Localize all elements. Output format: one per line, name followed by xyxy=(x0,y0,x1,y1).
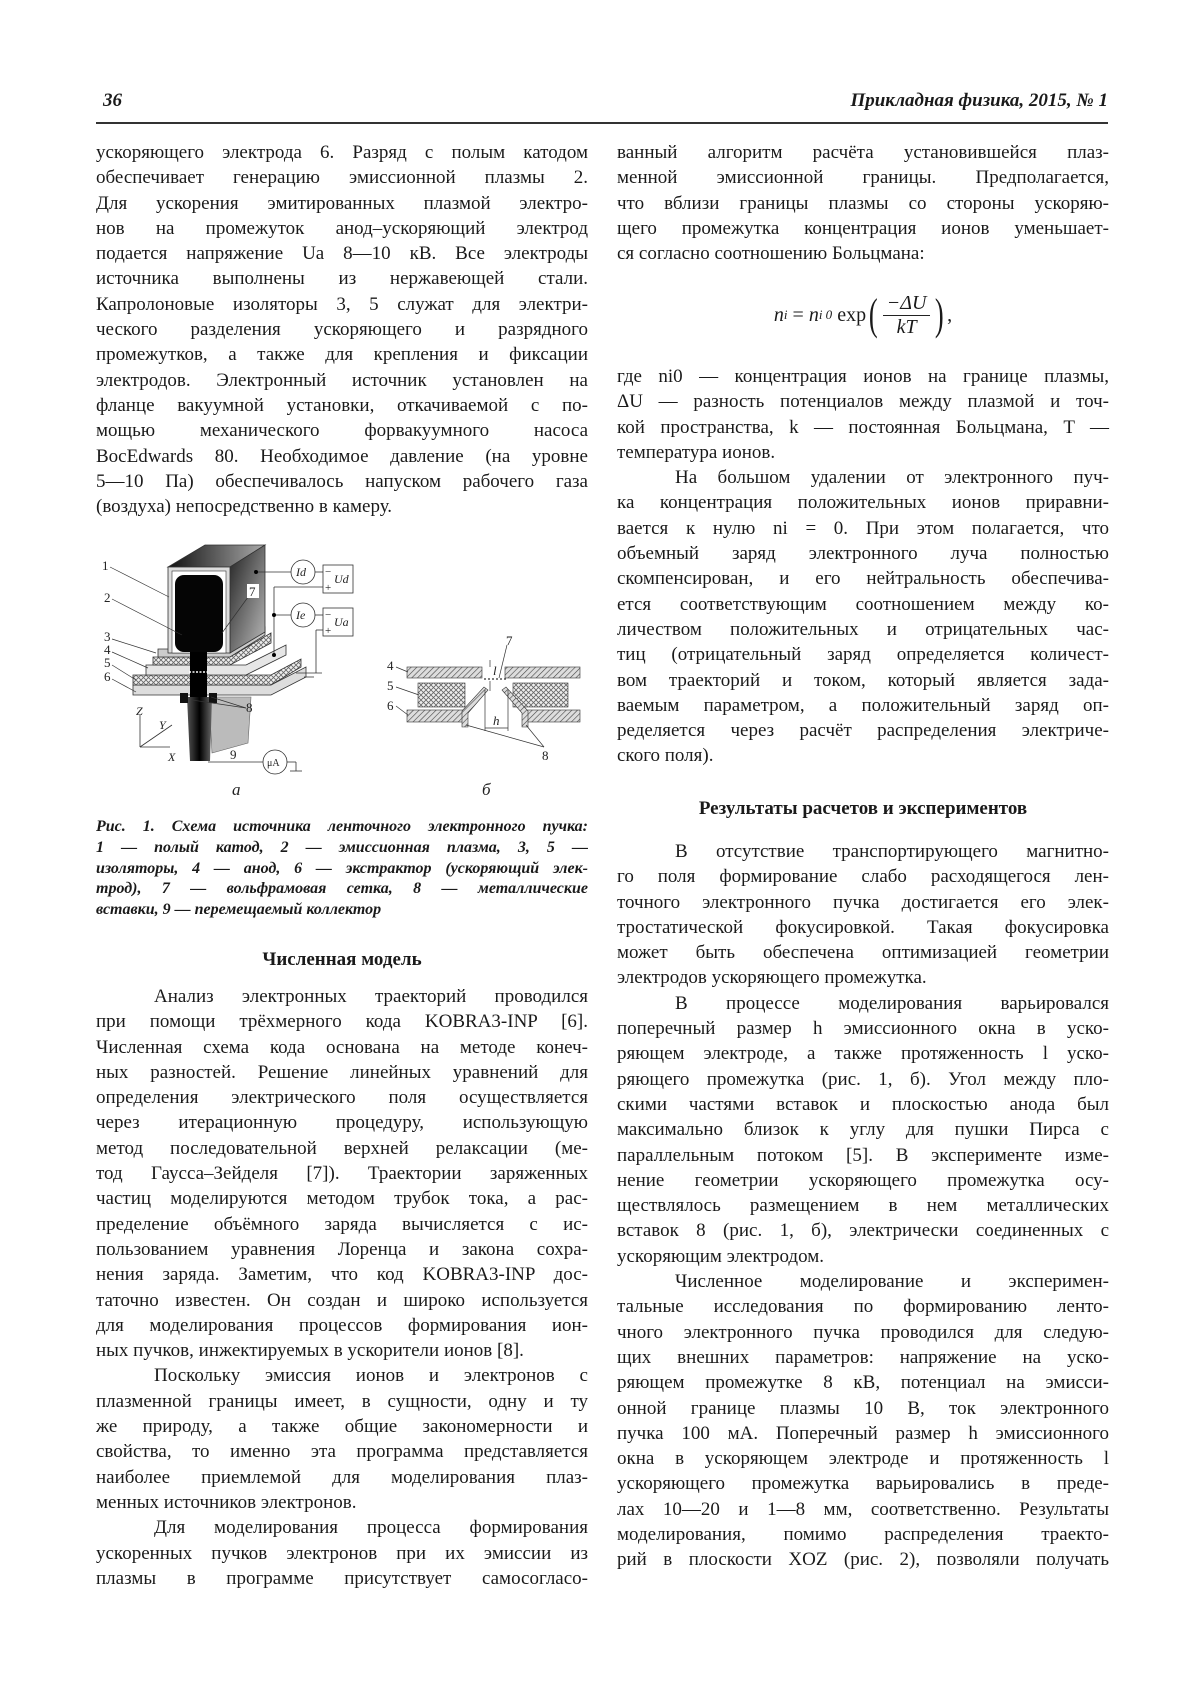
boltzmann-formula xyxy=(617,290,1109,340)
text-line: нения заряда. Заметим, что код KOBRA3-INP дос- xyxy=(96,1264,588,1286)
text-line: объемный заряд электронного луча полностью xyxy=(617,543,1109,565)
text-line: Анализ электронных траекторий проводился xyxy=(154,986,588,1007)
paren-left: ( xyxy=(869,290,878,339)
text-line: наиболее приемлемой для моделирования плаз- xyxy=(96,1466,588,1488)
text-line: электродов. Электронный источник установлен на xyxy=(96,369,588,391)
text-line: трод), 7 — вольфрамовая сетка, 8 — металлические xyxy=(96,880,588,898)
text-line: при помощи трёхмерного кода KOBRA3-INP [6]. xyxy=(96,1011,588,1033)
subfigure-a-label: а xyxy=(232,780,241,799)
text-line: вставок 8 (рис. 1, б), электрически соединенных с xyxy=(617,1220,1109,1242)
text-line: менных источников электронов. xyxy=(96,1491,357,1513)
text-line: кой пространства, k — постоянная Больцмана, T — xyxy=(617,416,1109,438)
text-line: мощью механического форвакуумного насоса xyxy=(96,420,588,442)
text-line: окна в ускоряющем электроде и протяженность l xyxy=(617,1448,1109,1470)
text-line: тод Гаусса–Зейделя [7]). Траектории заряженных xyxy=(96,1163,588,1185)
text-line: для моделирования процессов формирования ион- xyxy=(96,1314,588,1336)
fig-label-7: 7 xyxy=(249,584,256,599)
journal-title: Прикладная физика, 2015, № 1 xyxy=(850,90,1108,111)
text-line: ΔU — разность потенциалов между плазмой и точ- xyxy=(617,391,1109,413)
text-line: ных разностей. Решение линейных уравнений для xyxy=(96,1061,588,1083)
axis-z: Z xyxy=(136,704,143,718)
fig-b-label-8: 8 xyxy=(542,748,549,763)
text-line: В процессе моделирования варьировался xyxy=(675,992,1109,1014)
text-line: вом траекторий и током, который является зада- xyxy=(617,669,1109,691)
page-number: 36 xyxy=(103,90,122,111)
text-line: ряющего промежутка (рис. 1, б). Угол между пло- xyxy=(617,1068,1109,1090)
text-line: В отсутствие транспортирующего магнитно- xyxy=(675,841,1109,862)
text-line: температура ионов. xyxy=(617,441,776,463)
text-line: ускоренных пучков электронов при их эмиссии из xyxy=(96,1542,588,1564)
fig-label-1: 1 xyxy=(102,558,109,573)
text-line: чного электронного пучка проводился для следую- xyxy=(617,1321,1109,1343)
text-line: может быть обеспечена оптимизацией геометрии xyxy=(617,942,1109,964)
text-line: тростатической фокусировкой. Такая фокусировка xyxy=(617,916,1109,938)
text-line: (воздуха) непосредственно в камеру. xyxy=(96,496,393,518)
text-line: определения электрического поля осуществляется xyxy=(96,1087,588,1109)
text-line: онной границе плазмы 10 В, ток электронного xyxy=(617,1397,1109,1419)
text-line: ных пучков, инжектируемых в ускорители ионов [8]. xyxy=(96,1340,524,1362)
text-line: ускоряющим электродом. xyxy=(617,1245,824,1267)
text-line: плазменной границы имеет, в сущности, одну и ту xyxy=(96,1390,588,1412)
gap-length-label: l xyxy=(493,663,497,678)
header-rule xyxy=(96,122,1108,124)
text-line: вставки, 9 — перемещаемый коллектор xyxy=(96,901,382,919)
text-line: вается к нулю ni = 0. При этом полагается, что xyxy=(617,517,1109,539)
text-line: нов на промежуток анод–ускоряющий электрод xyxy=(96,217,588,239)
minus-sign: − xyxy=(325,609,332,621)
text-line: частиц моделируются методом трубок тока, а рас- xyxy=(96,1188,588,1210)
text-line: электродов ускоряющего промежутка. xyxy=(617,967,927,989)
text-line: скомпенсирован, и его нейтральность обеспечива- xyxy=(617,568,1109,590)
source-ua: Ua xyxy=(334,615,349,629)
right-intro-text xyxy=(617,140,1109,266)
text-line: Численное моделирование и эксперимен- xyxy=(675,1271,1109,1293)
text-line: щих внешних параметров: напряжение на уско- xyxy=(617,1346,1109,1368)
text-line: тиц (отрицательный заряд определяется количест- xyxy=(617,644,1109,666)
text-line: менной эмиссионной границы. Предполагается, xyxy=(617,167,1109,189)
plus-sign: + xyxy=(325,625,332,637)
text-line: метод последовательной верхней релаксации (ме- xyxy=(96,1137,588,1159)
text-line: BocEdwards 80. Необходимое давление (на уровне xyxy=(96,445,588,467)
text-line: Поскольку эмиссия ионов и электронов с xyxy=(154,1365,588,1387)
text-line: ванный алгоритм расчёта установившейся плаз- xyxy=(617,142,1109,163)
fig-label-3: 3 xyxy=(104,629,111,644)
fig-label-9: 9 xyxy=(230,747,237,762)
text-line: изоляторы, 4 — анод, 6 — экстрактор (ускоряющий элек- xyxy=(96,859,588,877)
text-line: фланце вакуумной установки, откачиваемой с по- xyxy=(96,394,588,416)
fig-label-5: 5 xyxy=(104,655,111,670)
text-line: Численная схема кода основана на методе конеч- xyxy=(96,1036,588,1058)
text-line: ускоряющего электрода 6. Разряд с полым катодом xyxy=(96,142,588,163)
text-line: рий в плоскости XOZ (рис. 2), позволяли получать xyxy=(617,1549,1109,1571)
text-line: Для моделирования процесса формирования xyxy=(154,1517,588,1539)
formula-equals: = xyxy=(787,303,809,326)
right-body-text-b xyxy=(617,839,1109,1573)
meter-id: Id xyxy=(296,565,306,579)
text-line: максимально близок к углу для пушки Пирса с xyxy=(617,1119,1109,1141)
text-line: нение геометрии ускоряющего промежутка осу- xyxy=(617,1169,1109,1191)
text-line: личеством положительных и отрицательных час- xyxy=(617,618,1109,640)
formula-coef-sub: i 0 xyxy=(818,307,833,322)
subfigure-b-label: б xyxy=(482,780,491,799)
figure-caption xyxy=(96,817,588,921)
source-ud: Ud xyxy=(334,572,349,586)
text-line: тальные исследования по формированию ленто- xyxy=(617,1296,1109,1318)
text-line: ется соответствующим соотношением между ко- xyxy=(617,593,1109,615)
text-line: что вблизи границы плазмы со стороны ускоряю- xyxy=(617,192,1109,214)
text-line: ряющем электроде, а также протяженность l уско- xyxy=(617,1043,1109,1065)
window-width-label: h xyxy=(493,713,500,728)
text-line: свойства, то именно эта программа представляется xyxy=(96,1441,588,1463)
text-line: На большом удалении от электронного пуч- xyxy=(675,467,1109,489)
figure-1 xyxy=(96,535,588,805)
formula-lhs: n xyxy=(773,303,784,326)
text-line: точного электронного пучка достигается его элек- xyxy=(617,891,1109,913)
text-line: таточно известен. Он создан и широко используется xyxy=(96,1289,588,1311)
meter-ua: μA xyxy=(267,758,280,769)
text-line: лах 10—20 и 1—8 мм, соответственно. Результаты xyxy=(617,1498,1109,1520)
formula-numerator: −ΔU xyxy=(883,292,931,316)
formula-fraction xyxy=(883,292,931,339)
fig-b-label-6: 6 xyxy=(387,698,394,713)
paren-right: ) xyxy=(935,290,945,339)
text-line: источника выполнены из нержавеющей стали. xyxy=(96,268,588,290)
figure-1a-source-schematic xyxy=(102,545,353,799)
fig-label-4: 4 xyxy=(104,642,111,657)
text-line: обеспечивает генерацию эмиссионной плазмы 2. xyxy=(96,167,588,189)
text-line: 5—10 Па) обеспечивалось напуском рабочего газа xyxy=(96,470,588,492)
text-line: Капролоновые изоляторы 3, 5 служат для электри- xyxy=(96,293,588,315)
formula-comma: , xyxy=(947,303,953,326)
left-intro-text xyxy=(96,140,588,519)
formula-denominator: kT xyxy=(896,315,917,338)
fig-label-6: 6 xyxy=(104,669,111,684)
text-line: щего промежутка концентрация ионов уменьшает- xyxy=(617,217,1109,239)
meter-ie: Ie xyxy=(296,608,306,622)
text-line: плазмы в программе присутствует самосогласо- xyxy=(96,1567,588,1589)
minus-sign: − xyxy=(325,566,332,578)
figure-1b-gap-section xyxy=(387,633,580,799)
text-line: где ni0 — концентрация ионов на границе плазмы, xyxy=(617,366,1109,387)
fig-label-8: 8 xyxy=(246,700,253,715)
text-line: ся согласно соотношению Больцмана: xyxy=(617,243,925,265)
axis-x: X xyxy=(168,750,176,764)
formula-coef: n xyxy=(808,303,819,326)
section-heading-numerical-model: Численная модель xyxy=(262,949,422,970)
text-line: скими частями вставок и плоскостью анода был xyxy=(617,1093,1109,1115)
fig-b-label-5: 5 xyxy=(387,678,394,693)
formula-exp: exp xyxy=(832,303,867,326)
text-line: подается напряжение Ua 8—10 кВ. Все электроды xyxy=(96,243,588,265)
text-line: пределение объёмного заряда вычисляется с ис- xyxy=(96,1213,588,1235)
text-line: ществлялось размещением в нем металлических xyxy=(617,1195,1109,1217)
text-line: поперечный размер h эмиссионного окна в уско- xyxy=(617,1018,1109,1040)
fig-b-label-7: 7 xyxy=(506,633,513,648)
text-line: Рис. 1. Схема источника ленточного электронного пучка: xyxy=(96,818,588,835)
left-body-text xyxy=(96,984,588,1591)
axis-y: Y xyxy=(159,718,166,732)
text-line: Для ускорения эмитированных плазмой электро- xyxy=(96,192,588,214)
emission-plasma xyxy=(175,575,223,652)
formula-lhs-sub: i xyxy=(783,307,788,322)
text-line: моделирования, помимо распределения траекто- xyxy=(617,1524,1109,1546)
text-line: же природу, а также общие закономерности и xyxy=(96,1416,588,1438)
plus-sign: + xyxy=(325,582,332,594)
text-line: ускоряющего промежутка варьировались в преде- xyxy=(617,1473,1109,1495)
text-line: ского поля). xyxy=(617,745,714,767)
text-line: 1 — полый катод, 2 — эмиссионная плазма, 3, 5 — xyxy=(96,838,588,856)
right-body-text-a xyxy=(617,364,1109,769)
section-heading-results: Результаты расчетов и экспериментов xyxy=(698,798,1028,819)
text-line: ческого разделения ускоряющего и разрядного xyxy=(96,319,588,341)
text-line: параллельным потоком [5]. В эксперименте изме- xyxy=(617,1144,1109,1166)
text-line: через итерационную процедуру, использующую xyxy=(96,1112,588,1134)
fig-label-2: 2 xyxy=(104,590,111,605)
text-line: ределяется через расчёт распределения электриче- xyxy=(617,720,1109,742)
text-line: промежутков, а также для крепления и фиксации xyxy=(96,344,588,366)
text-line: пучка 100 мА. Поперечный размер h эмиссионного xyxy=(617,1422,1109,1444)
text-line: ряющем промежутке 8 кВ, потенциал на эмисси- xyxy=(617,1372,1109,1394)
text-line: ка концентрация положительных ионов приравни- xyxy=(617,492,1109,514)
text-line: го поля формирование слабо расходящегося лен- xyxy=(617,866,1109,888)
text-line: ваемым параметром, а положительный заряд оп- xyxy=(617,694,1109,716)
fig-b-label-4: 4 xyxy=(387,658,394,673)
text-line: пользованием уравнения Лоренца и закона сохра- xyxy=(96,1238,588,1260)
